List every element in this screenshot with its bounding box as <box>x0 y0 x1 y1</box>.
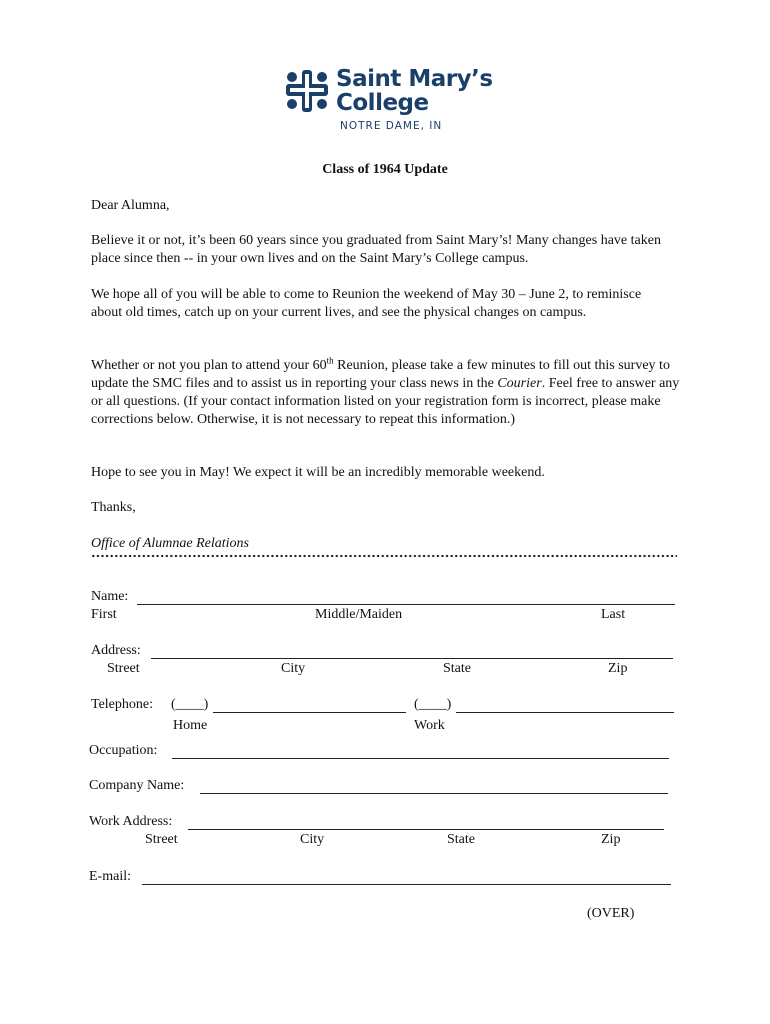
name-last-label: Last <box>601 607 626 622</box>
phone-home-label: Home <box>173 718 208 733</box>
name-middle-label: Middle/Maiden <box>315 607 403 622</box>
logo-line-2: College <box>336 90 429 116</box>
address-street-label: Street <box>107 661 140 676</box>
name-input-line[interactable] <box>137 604 675 605</box>
work-zip-label: Zip <box>601 832 621 847</box>
logo-subtitle: NOTRE DAME, IN <box>340 120 443 132</box>
thanks: Thanks, <box>91 500 136 515</box>
page-title: Class of 1964 Update <box>322 162 448 177</box>
work-city-label: City <box>300 832 325 847</box>
work-address-label: Work Address: <box>89 814 173 829</box>
name-first-label: First <box>91 607 117 622</box>
address-city-label: City <box>281 661 306 676</box>
phone-work-prefix: (____) <box>414 697 452 712</box>
greeting: Dear Alumna, <box>91 198 170 213</box>
logo-line-1: Saint Mary’s <box>336 66 493 92</box>
phone-home-prefix: (____) <box>171 697 209 712</box>
address-label: Address: <box>91 643 141 658</box>
work-street-label: Street <box>145 832 178 847</box>
college-logo <box>284 64 494 136</box>
email-label: E-mail: <box>89 869 131 884</box>
address-state-label: State <box>443 661 471 676</box>
paragraph-4: Hope to see you in May! We expect it will be an incredibly memorable weekend. <box>91 465 545 480</box>
phone-home-input-line[interactable] <box>213 712 406 713</box>
paragraph-3: Whether or not you plan to attend your 60th Reunion, please take a few minutes to fill out this survey to update the SMC files and to assist us in reporting your class news in the Courier. Feel free to answer any or all questions. (If your contact information listed on your registration form is incorrect, please make corrections below. Otherwise, it is not necessary to repeat this information.) <box>91 355 680 427</box>
work-address-input-line[interactable] <box>188 829 664 830</box>
paragraph-1: Believe it or not, it’s been 60 years since you graduated from Saint Mary’s! Many changes have taken place since then -- in your own lives and on the Saint Mary’s College campus. <box>91 233 661 266</box>
phone-work-input-line[interactable] <box>456 712 674 713</box>
paragraph-2: We hope all of you will be able to come to Reunion the weekend of May 30 – June 2, to reminisce about old times, catch up on your current lives, and see the physical changes on campus. <box>91 287 642 320</box>
occupation-label: Occupation: <box>89 743 158 758</box>
phone-work-label: Work <box>414 718 445 733</box>
dotted-divider <box>91 552 677 560</box>
occupation-input-line[interactable] <box>172 758 669 759</box>
email-input-line[interactable] <box>142 884 671 885</box>
telephone-label: Telephone: <box>91 697 153 712</box>
company-label: Company Name: <box>89 778 185 793</box>
address-input-line[interactable] <box>151 658 673 659</box>
name-label: Name: <box>91 589 129 604</box>
work-state-label: State <box>447 832 475 847</box>
cross-crest-icon <box>284 68 330 114</box>
company-input-line[interactable] <box>200 793 668 794</box>
signature: Office of Alumnae Relations <box>91 536 249 551</box>
over-note: (OVER) <box>587 906 635 921</box>
address-zip-label: Zip <box>608 661 628 676</box>
